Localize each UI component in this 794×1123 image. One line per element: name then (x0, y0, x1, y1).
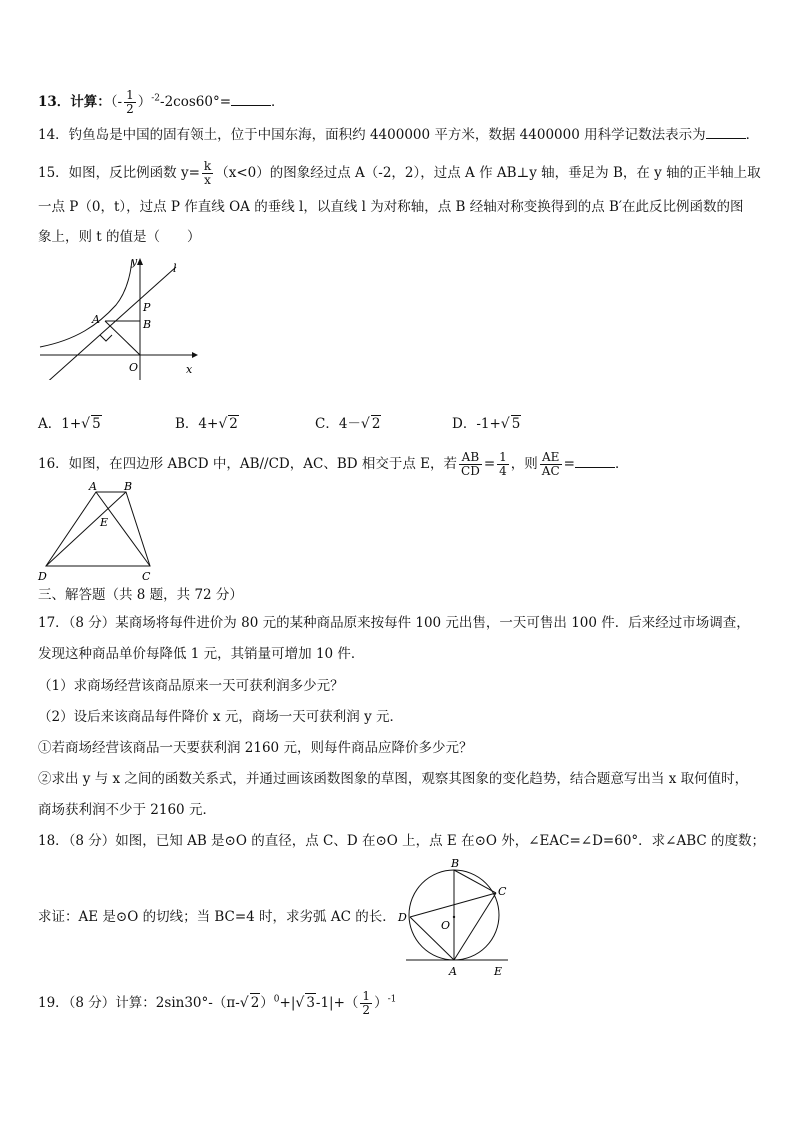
sqrt-symbol: √ (295, 995, 305, 1011)
q15-k: k (203, 159, 212, 173)
question-14 (38, 126, 759, 144)
q19-text-f: ） (374, 995, 388, 1011)
q16-figure (34, 478, 164, 584)
q15-k-over-x (202, 160, 213, 187)
label-A: A (92, 313, 100, 326)
label-A: A (89, 480, 97, 493)
q16-f1-num: AB (459, 451, 482, 465)
x-axis-arrow (192, 352, 198, 358)
sqrt-symbol: √ (239, 995, 249, 1011)
q19-radicand-2: 3 (306, 995, 315, 1011)
label-l: l (173, 262, 177, 275)
label-B: B (143, 318, 152, 331)
question-16 (38, 451, 628, 478)
q19-fraction (360, 990, 372, 1017)
option-d-radicand: 5 (511, 416, 521, 432)
q16-f3-den: AC (541, 464, 560, 478)
q19-num: 1 (362, 989, 371, 1003)
segment-AO (105, 321, 140, 355)
q16-f1-den: CD (461, 464, 480, 478)
option-c-label: C．4－ (315, 416, 361, 432)
question-15-line3: 象上，则 t 的值是（ ） (38, 229, 201, 245)
q18-figure (394, 855, 514, 981)
q19-text-c: +| (279, 995, 296, 1011)
y-axis-arrow (137, 258, 143, 265)
label-y: y (131, 255, 138, 268)
label-C: C (498, 885, 507, 898)
right-angle-mark (100, 335, 112, 341)
q14-answer-blank (706, 126, 746, 139)
q13-paren-open: （- (110, 94, 123, 110)
option-d-label: D．-1+ (452, 416, 501, 432)
q16-frac-1-4 (497, 451, 509, 478)
q17-line3: （1）求商场经营该商品原来一天可获利润多少元？ (38, 678, 344, 694)
option-a-label: A．1+ (38, 416, 82, 432)
label-A: A (449, 965, 457, 978)
q15-x: x (204, 173, 211, 187)
q16-frac-ae-ac (540, 451, 562, 478)
q16-frac-ab-cd (459, 451, 482, 478)
q14-text: 14．钓鱼岛是中国的固有领土，位于中国东海，面积约 4400000 平方米，数据 4400000 用科学记数法表示为 (38, 127, 706, 143)
center-point (453, 916, 455, 918)
q13-prefix: 13．计算： (38, 94, 111, 110)
q15-option-a[interactable] (38, 412, 102, 432)
q15-option-d[interactable] (452, 412, 521, 432)
label-E: E (494, 965, 503, 978)
q16-end: ． (614, 456, 629, 472)
question-15-line2: 一点 P（0，t），过点 P 作直线 OA 的垂线 l，以直线 l 为对称轴，点 B 经轴对称变换得到的点 B′在此反比例函数的图 (38, 199, 744, 215)
sqrt-symbol: √ (81, 416, 91, 432)
question-19 (38, 990, 396, 1017)
diagonal-AC (96, 492, 150, 566)
q17-line5: ①若商场经营该商品一天要获利润 2160 元，则每件商品应降价多少元？ (38, 740, 473, 756)
q17-line1: 17．（8 分）某商场将每件进价为 80 元的某种商品原来按每件 100 元出售，一天可售出 100 件．后来经过市场调查， (38, 615, 750, 631)
label-C: C (142, 570, 151, 583)
q16-text-b: ，则 (510, 456, 538, 472)
label-B: B (124, 480, 133, 493)
q17-line2: 发现这种商品单价每降低 1 元，其销量可增加 10 件． (38, 646, 365, 662)
section-3-heading: 三、解答题（共 8 题，共 72 分） (38, 587, 243, 603)
q16-f2-den: 4 (499, 464, 507, 478)
q17-line6: ②求出 y 与 x 之间的函数关系式，并通过画该函数图象的草图，观察其图象的变化趋势，结合题意写出当 x 取何值时， (38, 771, 749, 787)
label-D: D (398, 911, 407, 924)
q19-text-a: 19．（8 分）计算：2sin30°-（π- (38, 995, 240, 1011)
q13-rest: -2cos60°= (160, 94, 232, 110)
q14-end: ． (745, 127, 760, 143)
q19-text-d: -1|+（ (315, 995, 359, 1011)
q16-f3-num: AE (540, 451, 562, 465)
q15-line1-b: （x<0）的图象经过点 A（-2，2），过点 A 作 AB⊥y 轴，垂足为 B，在 y 轴的正半轴上取 (215, 165, 761, 181)
q16-eq1: = (483, 456, 496, 472)
option-b-label: B．4+ (175, 416, 219, 432)
sqrt-symbol: √ (360, 416, 370, 432)
q17-line4: （2）设后来该商品每件降价 x 元，商场一天可获利润 y 元． (38, 709, 403, 725)
q15-figure (36, 255, 206, 380)
label-x: x (186, 363, 193, 376)
label-O: O (441, 919, 451, 932)
q13-fraction (124, 89, 136, 116)
q13-end: ． (271, 94, 285, 110)
label-O: O (129, 361, 139, 374)
q18-line2: 求证：AE 是⊙O 的切线；当 BC=4 时，求劣弧 AC 的长． (38, 909, 396, 925)
q13-den: 2 (126, 102, 134, 116)
q13-exp: -2 (151, 93, 161, 104)
label-B: B (451, 857, 460, 870)
q19-exp-neg1: -1 (387, 994, 397, 1005)
segment-BC (454, 870, 496, 893)
q13-paren-close: ） (137, 94, 152, 110)
q15-line1-a: 15．如图，反比例函数 y= (38, 165, 200, 181)
q19-radicand-1: 2 (250, 995, 260, 1011)
q15-option-c[interactable] (315, 412, 381, 432)
label-E: E (100, 516, 109, 529)
line-l (44, 267, 176, 380)
label-P: P (143, 301, 151, 314)
q15-option-b[interactable] (175, 412, 239, 432)
question-15-line1 (38, 160, 761, 187)
q16-f2-num: 1 (499, 450, 507, 464)
q13-answer-blank (231, 93, 271, 106)
option-a-radicand: 5 (92, 416, 101, 432)
question-13 (38, 89, 285, 116)
sqrt-symbol: √ (218, 416, 228, 432)
q16-answer-blank (575, 455, 615, 468)
q18-line1: 18．（8 分）如图，已知 AB 是⊙O 的直径，点 C、D 在⊙O 上，点 E 在⊙O 外，∠EAC=∠D=60°．求∠ABC 的度数； (38, 833, 766, 849)
q16-text-a: 16．如图，在四边形 ABCD 中，AB//CD，AC、BD 相交于点 E，若 (38, 456, 458, 472)
diagonal-BD (46, 492, 126, 566)
q19-text-b: ） (260, 995, 274, 1011)
q13-num: 1 (126, 88, 134, 102)
option-b-radicand: 2 (229, 416, 238, 432)
q17-line7: 商场获利润不少于 2160 元． (38, 802, 216, 818)
quadrilateral-ABCD (46, 492, 150, 566)
q19-exp-0: 0 (273, 994, 280, 1005)
q16-eq2: = (563, 456, 575, 472)
option-c-radicand: 2 (371, 416, 381, 432)
label-D: D (38, 570, 47, 583)
sqrt-symbol: √ (500, 416, 510, 432)
q19-den: 2 (362, 1003, 371, 1017)
